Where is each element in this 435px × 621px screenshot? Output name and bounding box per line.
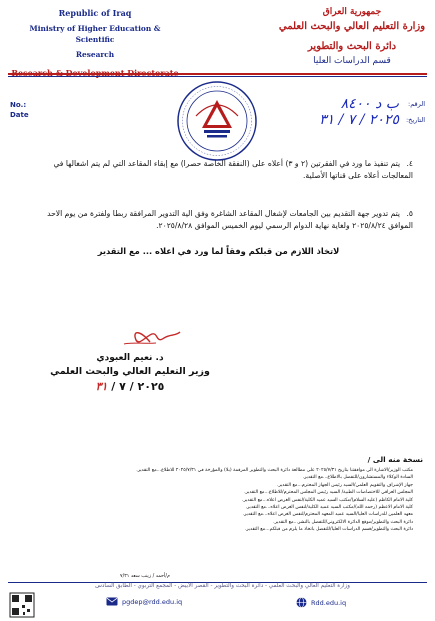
arabic-header [277,6,427,67]
reference-box-ar [275,96,425,128]
qr-code-icon [9,592,35,618]
item-5-number: ٥. [406,209,413,218]
list-item: - مكتب الوزير/الاشارة الى موافقتنا بتاريخ ٢٠٢٥/٧/٣١ على مطالعة دائرة البحث والتطوير المرقمة (بلا) والمؤرخة في ٢٠٢٥/٧/٣١ للاطلاع...مع التقدير. [24,467,413,474]
list-item: - المجلس العراقي للاختصاصات الطبية/ السيد رئيس المجلس المحترم/للاطلاع...مع التقدير. [24,489,413,496]
header-divider [8,73,427,75]
globe-icon [296,597,307,608]
copies-section [24,454,423,534]
header-department-ar: قسم الدراسات العليا [313,56,391,66]
reference-number: ب د ٨٤٠٠ [340,96,399,112]
list-item: - دائرة البحث والتطوير/موقع الدائرة الالكتروني/للتفضل بالنشر...مع التقدير. [24,519,413,526]
header-ministry-en: Ministry of Higher Education & Scientific [29,24,161,44]
list-item: - جهاز الإشراف والتقويم العلمي/السيد رئيس الجهاز المحترم...مع التقدير. [24,482,413,489]
item-4-number: ٤. [406,159,413,168]
list-item: - كلية الامام الكاظم (عليه السلام)/مكتب السيد عميد الكلية/لنفس الغرض اعلاه...مع التقدير. [24,497,413,504]
copies-list [24,467,423,534]
header-country-en: Republic of Iraq [58,8,132,18]
header-country-ar: جمهورية العراق [322,7,382,17]
writer-initials: م/أحمد / زينب سعد ٧/٣١ [120,574,170,579]
paragraph-item-5 [24,208,413,232]
english-header [10,8,180,79]
item-5-text: يتم تدوير جهة التقديم بين الجامعات لإشغال المقاعد الشاغرة وفق الية التدوير المرافقة ربطا ولفترة من يوم الاحد الموافق ٢٠٢٥/٨/٢٤ ولغاية نهاية الدوام الرسمي ليوم الخميس الموافق ٢٠٢٥/٨/٢٨. [47,209,413,230]
signature-block [40,326,220,395]
signatory-name: د. نعيم العبودي [96,353,164,363]
list-item: - كلية الامام الاعظم (رحمه الله)/مكتب السيد عميد الكلية/لنفس الغرض اعلاه...مع التقدير. [24,504,413,511]
signatory-title: وزير التعليم العالي والبحث العلمي [50,366,210,377]
handwritten-signature [40,326,220,348]
signature-date-day: ٣١ [95,380,108,393]
signature-date-prefix: ٢٠٢٥ / ٧ / [111,380,165,393]
header-divider-thin [8,76,427,77]
list-item: - معهد العلمين للدراسات العليا/السيد عميد المعهد المحترم/لنفس الغرض اعلاه...مع التقدير. [24,511,413,518]
footer-address: وزارة التعليم العالي والبحث العلمي - دائرة البحث والتطوير - القصر الابيض - المجمع التربوي - الطابق السادس [95,583,350,589]
header-ministry-ar: وزارة التعليم العالي والبحث العلمي [278,21,426,32]
signature-date [40,379,220,395]
no-label: No.: [10,101,27,109]
date-label-ar: التاريخ: [405,116,425,124]
reference-date: ٢٠٢٥ / ٧ / ٣١ [319,112,399,128]
footer-website[interactable] [296,597,346,608]
website-link[interactable]: Rdd.edu.iq [311,598,347,607]
list-item: - دائرة البحث والتطوير/قسم الدراسات العليا/للتفضل باتخاذ ما يلزم من قبلكم...مع التقدير. [24,526,413,533]
header-research-en: Research [75,50,115,59]
ministry-logo-icon [176,80,258,162]
reference-labels-en [10,100,29,120]
date-label: Date [10,111,29,119]
list-item: - السادة الوكلاء والمستشارون/للتفضل بالاطلاع...مع التقدير. [24,474,413,481]
number-label-ar: الرقم: [408,100,425,108]
closing-text: لاتخاذ اللازم من قبلكم وفقاً لما ورد في اعلاه ... مع التقدير [97,246,340,256]
email-link[interactable]: pgdep@rdd.edu.iq [122,597,183,606]
header-directorate-ar: دائرة البحث والتطوير [307,41,397,52]
footer-email[interactable] [106,597,182,606]
paragraph-item-4 [24,158,413,182]
copies-heading: نسخة منه الى / [367,455,423,464]
item-4-text: يتم تنفيذ ما ورد في الفقرتين (٢ و ٣) أعلاه على (النفقة الخاصة حصرا) مع إبقاء المقاعد التي لم يتم اشغالها في المعالجات أعلاه على قناتها الأصلية. [53,159,413,180]
closing-line [24,245,413,257]
envelope-icon [106,597,118,606]
